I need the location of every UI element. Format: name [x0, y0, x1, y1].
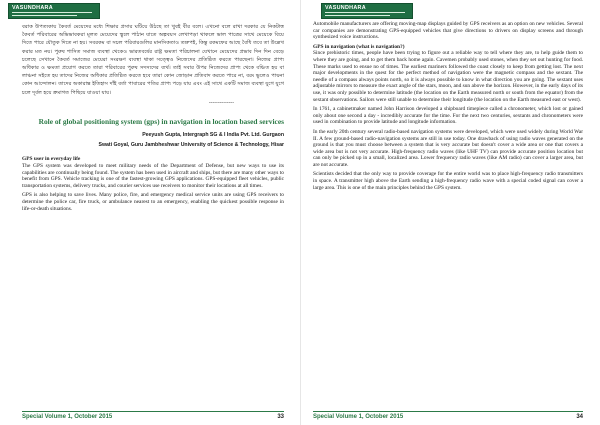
- bengali-text: বরাক উপত্যকায় কৈবর্ত মেয়েদের মধ্যে শিক্ষার প্রসার ঘটিয়ে উঠছে তা খুবই বীর বলে। এখনো বলে রাখা দরকার যে নিকটাত্ত কৈবর্ত পরিবারের অভিভাবকরা মূলত মেয়েদের স্কুলে পাঠান যাতে অল্পবয়স লেখাপড়া থাকলে ভাল পাত্রের সাথে মেয়েকে বিয়ে দিতে পারে যৌতুক দিতে না হয়। সবরকম বা সচল পরিবারগুলির মানসিকতাও তদ্রুপই, কিন্তু রকমফের আছে বৈধি তবে তা উল্লেখ করার মত নয়। পুরুষ শাসিত সমাজ ব্যবস্থা থেকেও ভারতবর্ষের রাষ্ট্র ক্ষমতা পরিচালনা যেখানে মেয়েদের প্রভাব দিন দিন বেড়ে চলেছে সেখানে কৈবর্ত সমাজের মেয়েরা সংরক্ষণ ব্যবস্থা থাকা সত্ত্বেও নিজেদের প্রতিষ্ঠিত করতে পারছেনা। নিজের প্রাপ্য অধিকার ও ক্ষমতা প্রয়োগ করতে তারা পরিবারের পুরুষ সদস্যদের ব্যর্থ। তাই সবার উপর নিজেদের প্রাপ্য থেকে বঞ্চিত হয় বা লাঞ্চনা সইতে হয় তাদের নিজের অধিকার প্রতিষ্ঠিত করতে হবে তারা কোন জোড়ান প্রতিবাদ করতে পারে না, বরং ভুলেও পায়না কোন আন্দোলন। তাদের অকারান্ত ইতিহাস দাঁই বর্তা পাবারের পতির প্রাপ্য পড়ে যায় এবং এই সাথে একটি সমাজ ব্যবস্থা যুগে যুগে চলে দূর্বল হয়ে ক্রমাগত পিছিয়ে যাওয়া যায়।: [22, 24, 284, 96]
- page-footer: [313, 411, 583, 422]
- journal-logo: [321, 3, 413, 19]
- author-line-2: Swati Goyal, Guru Jambheshwar University of Science & Technology, Hisar: [98, 142, 284, 149]
- paragraph: The GPS system was developed to meet military needs of the Department of Defense, but new ways to use its capabilities are continually being found. The system has been used in aircraft and ships, but there are many other ways to benefit from GPS. Vehicle tracking is one of the fastest-growing GPS applications. GPS-equipped fleet vehicles, public transportation systems, delivery trucks, and courier services use receivers to monitor their locations at all times.: [22, 163, 284, 189]
- author-line-1: Peeyush Gupta, Intergraph SG & I India Pvt. Ltd. Gurgaon: [142, 132, 284, 139]
- page-number: 34: [576, 414, 583, 420]
- logo-text: VASUNDHARA: [12, 5, 53, 11]
- paragraph: In the early 20th century several radio-based navigation systems were developed, which were used widely during World War II. A few ground-based radio-navigation systems are still in use today. One drawback of using radio waves generated on the ground is that you must choose between a system that is very accurate but doesn't cover a wide area or one that covers a wide area but is not very accurate. High-frequency radio waves (like UHF TV) can provide accurate position location but can only be picked up in a small, localized area. Lower frequency radio waves (like AM radio) can cover a larger area, but are not accurate.: [313, 128, 583, 168]
- paragraph: In 1761, a cabinetmaker named John Harrison developed a shipboard timepiece called a chronometer, which lost or gained only about one second a day - incredibly accurate for the time. For the next two centuries, sextants and chronometers were used in combination to provide latitude and longitude information.: [313, 106, 583, 126]
- page-number: 33: [277, 414, 284, 420]
- right-page: [300, 0, 600, 425]
- paragraph: Scientists decided that the only way to provide coverage for the entire world was to place high-frequency radio transmitters in space. A transmitter high above the Earth sending a high-frequency radio wave with a special coded signal can cover a large area. This is one of the main principles behind the GPS system.: [313, 171, 583, 191]
- paragraph: Since prehistoric times, people have been trying to figure out a reliable way to tell where they are, to help guide them to where they are going, and to get them back home again. Cavemen probably used stones, when they set out hunting for food. These marks used to ensue no of times. The earliest mariners followed the coast closely to keep from getting lost. The next major developments in the quest for the perfect method of navigation were the magnetic compass and the sextant. The needle of a compass always points north, so it is always possible to know in what direction you are going. The sextant uses adjustable mirrors to measure the exact angle of the stars, moon, and sun above the horizon. However, in the early days of its use, it was only possible to determine latitude (the location on the Earth measured north or south from the equator) from the sextant observations. Sailors were still unable to determine their longitude (the location on the Earth measured east or west).: [313, 50, 583, 103]
- section-divider: --------------: [208, 99, 234, 106]
- section-heading: GPS user in everyday life: [22, 156, 81, 163]
- journal-logo: [8, 3, 100, 19]
- left-body: [22, 23, 284, 215]
- section-heading: GPS in navigation (what is navigation?): [313, 43, 405, 50]
- article-title: Role of global positioning system (gps) in navigation in location based services: [38, 117, 284, 127]
- paragraph: Automobile manufacturers are offering moving-map displays guided by GPS receivers as an option on new vehicles. Several car companies are demonstrating GPS-equipped vehicles that give directions to drivers on display screens and through synthesized voice instructions.: [313, 21, 583, 41]
- footer-label: Special Volume 1, October 2015: [313, 414, 404, 420]
- footer-label: Special Volume 1, October 2015: [22, 414, 113, 420]
- right-body: [313, 21, 583, 194]
- logo-text: VASUNDHARA: [325, 5, 366, 11]
- page-footer: [22, 411, 284, 422]
- paragraph: GPS is also helping to save lives. Many police, fire, and emergency medical service units are using GPS receivers to determine the police car, fire truck, or ambulance nearest to an emergency, enabling the quickest possible response in life-or-death situations.: [22, 192, 284, 212]
